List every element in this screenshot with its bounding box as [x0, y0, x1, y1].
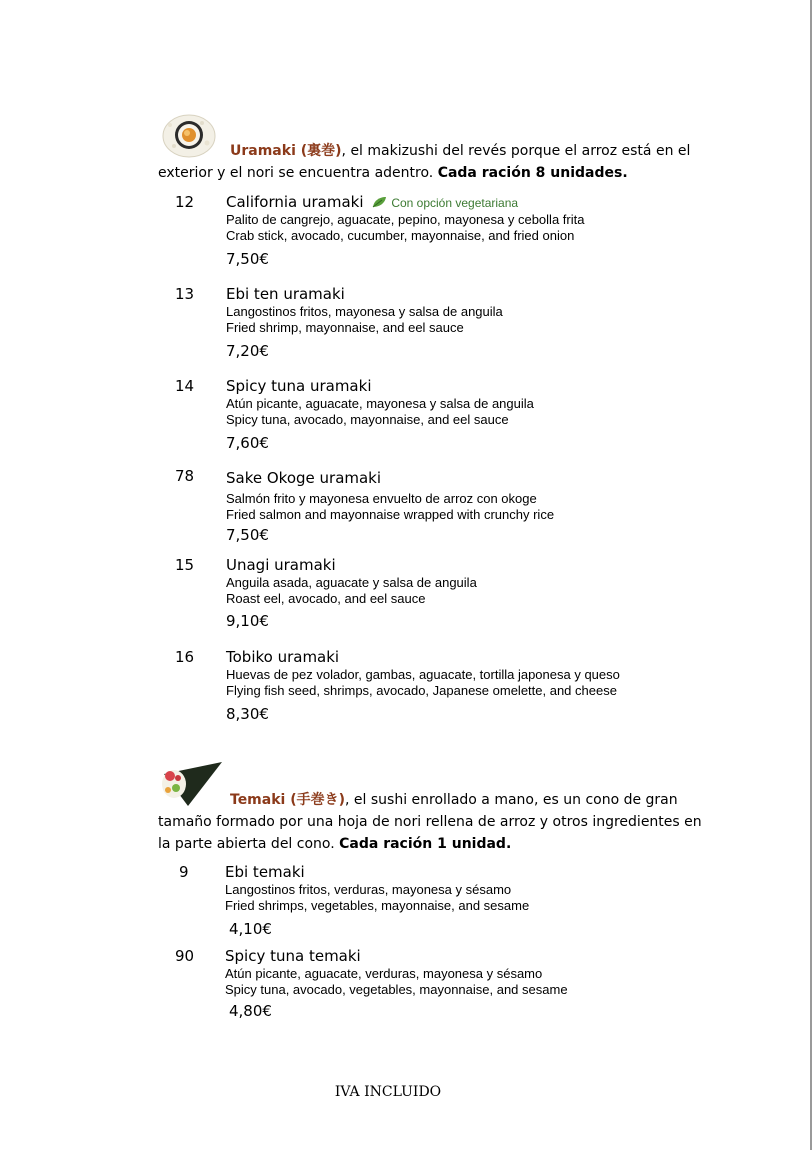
item-number: 12 — [175, 193, 195, 211]
uramaki-intro-text: , el makizushi del revés porque el arroz está en el exterior y el nori se encuentra adentro. — [158, 143, 691, 181]
item-desc-en: Roast eel, avocado, and eel sauce — [226, 591, 426, 606]
item-title: Spicy tuna temaki — [225, 947, 361, 965]
item-desc-en: Crab stick, avocado, cucumber, mayonnaise, and fried onion — [226, 228, 575, 243]
item-desc-es: Langostinos fritos, mayonesa y salsa de anguila — [226, 304, 503, 319]
tax-included-footer: IVA INCLUIDO — [334, 1084, 442, 1100]
item-number: 13 — [175, 285, 195, 303]
item-title: Spicy tuna uramaki — [226, 377, 372, 395]
item-desc-es: Atún picante, aguacate, verduras, mayonesa y sésamo — [225, 966, 543, 981]
vegetarian-note: Con opción vegetariana — [391, 196, 519, 210]
temaki-heading: Temaki (手巻き) — [230, 792, 346, 808]
item-title-text: California uramaki — [226, 193, 364, 211]
item-price: 9,10€ — [226, 612, 269, 630]
temaki-portion: Cada ración 1 unidad. — [339, 836, 512, 852]
item-title: Ebi ten uramaki — [226, 285, 345, 303]
item-desc-en: Flying fish seed, shrimps, avocado, Japanese omelette, and cheese — [226, 683, 617, 698]
item-desc-es: Langostinos fritos, verduras, mayonesa y sésamo — [225, 882, 512, 897]
item-price: 4,10€ — [229, 920, 272, 938]
item-desc-es: Salmón frito y mayonesa envuelto de arroz con okoge — [226, 491, 537, 506]
item-title: Unagi uramaki — [226, 556, 336, 574]
item-title — [226, 193, 518, 212]
item-price: 7,50€ — [226, 250, 269, 268]
item-title: Sake Okoge uramaki — [226, 469, 382, 487]
item-desc-en: Fried shrimps, vegetables, mayonnaise, and sesame — [225, 898, 530, 913]
temaki-intro — [158, 789, 703, 855]
item-price: 7,20€ — [226, 342, 269, 360]
item-number: 90 — [175, 947, 195, 965]
item-desc-es: Palito de cangrejo, aguacate, pepino, mayonesa y cebolla frita — [226, 212, 585, 227]
item-number: 9 — [179, 863, 189, 881]
item-title: Tobiko uramaki — [226, 648, 340, 666]
item-desc-en: Spicy tuna, avocado, mayonnaise, and eel sauce — [226, 412, 509, 427]
item-desc-es: Atún picante, aguacate, mayonesa y salsa de anguila — [226, 396, 534, 411]
item-number: 15 — [175, 556, 195, 574]
item-number: 14 — [175, 377, 195, 395]
leaf-icon — [372, 196, 387, 208]
uramaki-heading: Uramaki (裏巻) — [230, 143, 342, 159]
item-price: 4,80€ — [229, 1002, 272, 1020]
item-desc-en: Fried shrimp, mayonnaise, and eel sauce — [226, 320, 464, 335]
temaki-intro-text: , el sushi enrollado a mano, es un cono de gran tamaño formado por una hoja de nori rellena de arroz y otros ingredientes en la parte abierta del cono. — [158, 792, 702, 852]
item-price: 7,60€ — [226, 434, 269, 452]
item-price: 8,30€ — [226, 705, 269, 723]
item-desc-es: Huevas de pez volador, gambas, aguacate, tortilla japonesa y queso — [226, 667, 620, 682]
uramaki-intro — [158, 140, 703, 184]
item-number: 16 — [175, 648, 195, 666]
uramaki-portion: Cada ración 8 unidades. — [437, 165, 628, 181]
item-desc-es: Anguila asada, aguacate y salsa de anguila — [226, 575, 477, 590]
item-desc-en: Spicy tuna, avocado, vegetables, mayonnaise, and sesame — [225, 982, 568, 997]
item-desc-en: Fried salmon and mayonnaise wrapped with crunchy rice — [226, 507, 555, 522]
item-title: Ebi temaki — [225, 863, 305, 881]
item-number: 78 — [175, 467, 195, 485]
item-price: 7,50€ — [226, 526, 269, 544]
